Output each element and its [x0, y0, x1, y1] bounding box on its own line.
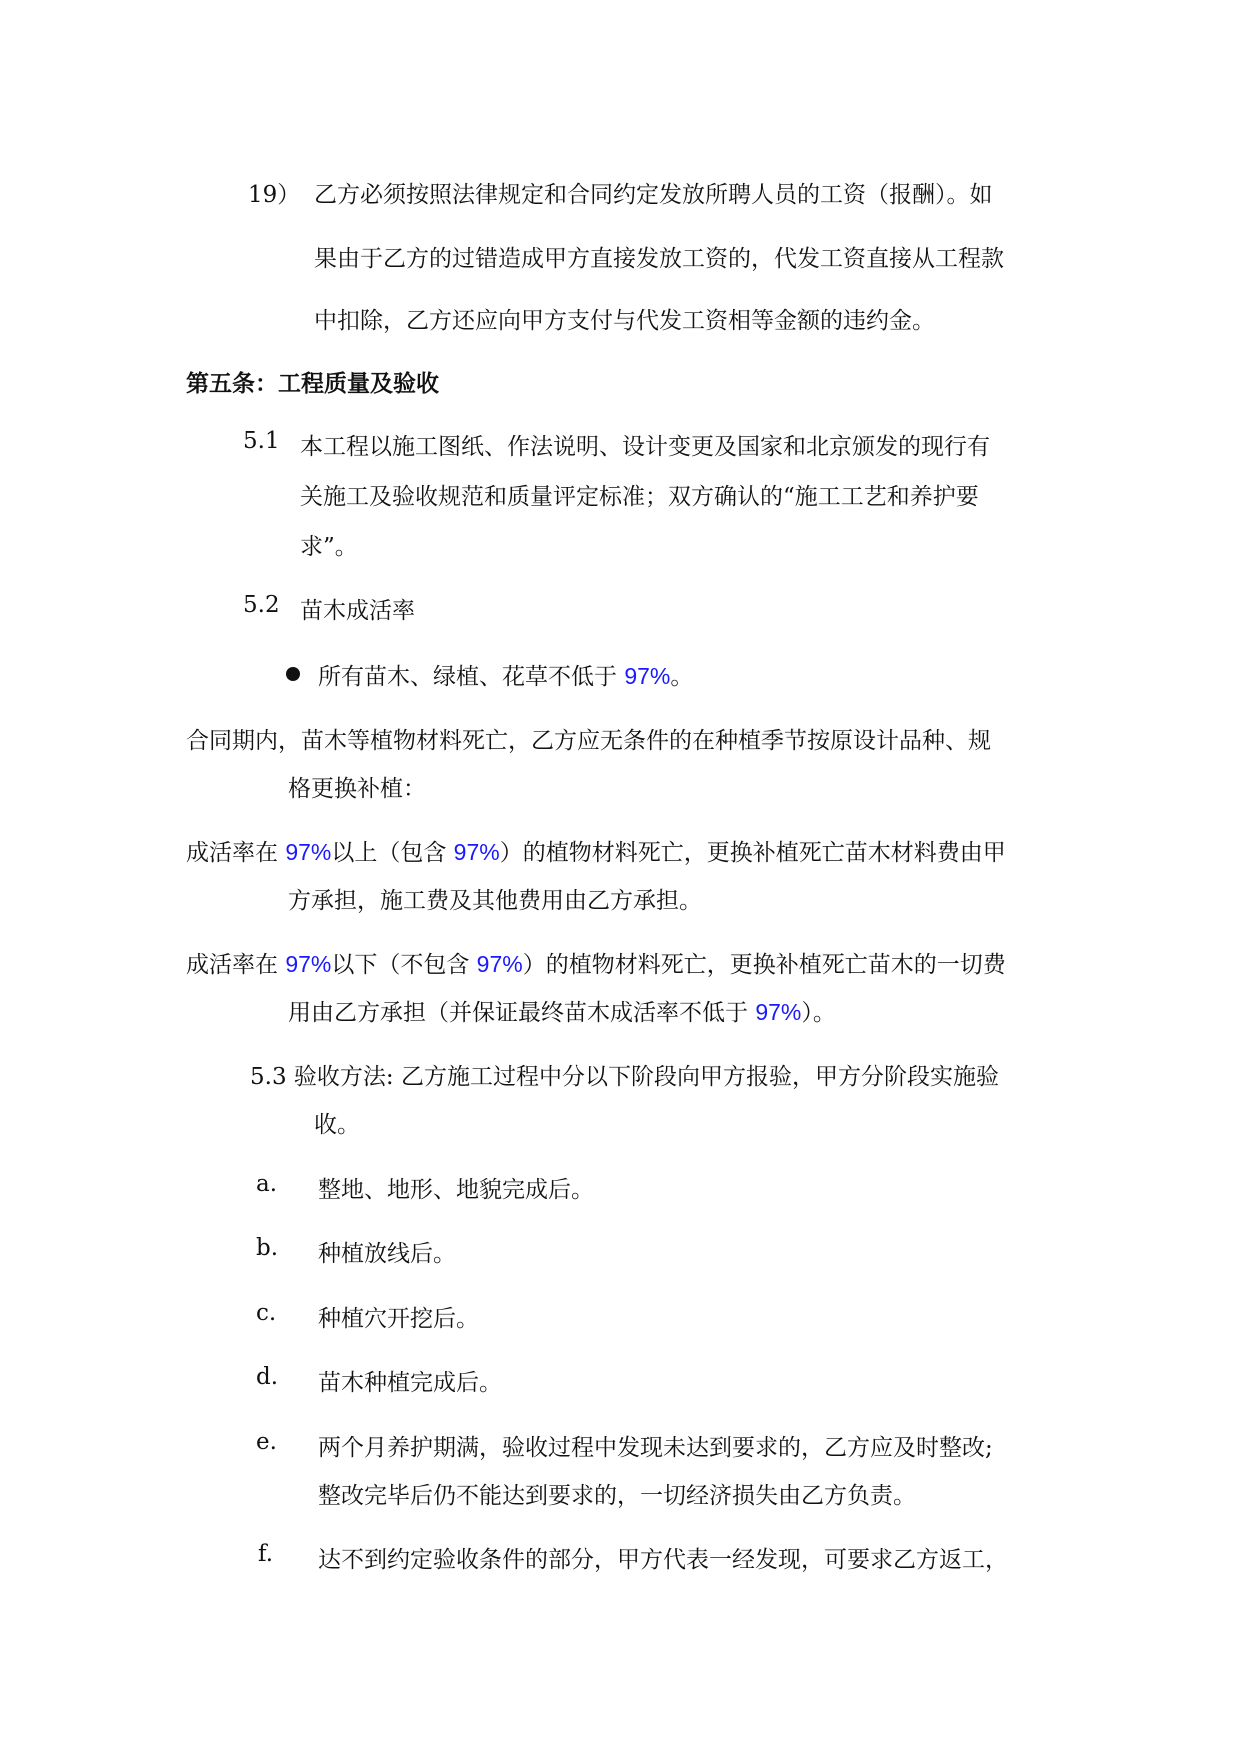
- clause-5-1-line2: 关施工及验收规范和质量评定标准；双方确认的“施工工艺和养护要: [300, 484, 979, 510]
- item19-line1: 乙方必须按照法律规定和合同约定发放所聘人员的工资（报酬）。如: [314, 182, 993, 208]
- list-item-text: 苗木种植完成后。: [318, 1370, 502, 1396]
- paragraph-below-97-line2: 用由乙方承担（并保证最终苗木成活率不低于 97%）。: [288, 999, 836, 1026]
- list-item-label: a.: [256, 1171, 278, 1197]
- list-item-text-cont: 整改完毕后仍不能达到要求的，一切经济损失由乙方负责。: [318, 1483, 916, 1509]
- clause-5-3-line1: 5.3 验收方法: 乙方施工过程中分以下阶段向甲方报验，甲方分阶段实施验: [250, 1064, 999, 1090]
- list-item-text: 种植放线后。: [318, 1241, 456, 1267]
- list-item-text: 整地、地形、地貌完成后。: [318, 1177, 594, 1203]
- list-item-label: f.: [258, 1541, 274, 1567]
- clause-5-1-line1: 本工程以施工图纸、作法说明、设计变更及国家和北京颁发的现行有: [300, 434, 990, 460]
- bullet-dot-icon: [286, 667, 300, 681]
- clause-5-2-number: 5.2: [243, 592, 280, 618]
- list-item-text: 两个月养护期满，验收过程中发现未达到要求的，乙方应及时整改;: [318, 1435, 993, 1461]
- list-item-text: 达不到约定验收条件的部分，甲方代表一经发现，可要求乙方返工，: [318, 1547, 1008, 1573]
- list-item-label: b.: [256, 1235, 279, 1261]
- paragraph-below-97-line1: 成活率在 97%以下（不包含 97%）的植物材料死亡，更换补植死亡苗木的一切费: [186, 951, 1006, 978]
- section-heading: 第五条：工程质量及验收: [186, 370, 439, 397]
- clause-5-3-line2: 收。: [314, 1112, 360, 1138]
- bullet-survival-rate: 所有苗木、绿植、花草不低于 97%。: [318, 663, 694, 690]
- paragraph-replant-line2: 格更换补植：: [288, 776, 426, 802]
- list-item-label: d.: [256, 1364, 279, 1390]
- clause-5-2-title: 苗木成活率: [300, 598, 415, 624]
- item-number-19: 19）: [248, 182, 301, 208]
- list-item-label: c.: [256, 1300, 277, 1326]
- paragraph-above-97-line2: 方承担，施工费及其他费用由乙方承担。: [288, 888, 702, 914]
- item19-line3: 中扣除，乙方还应向甲方支付与代发工资相等金额的违约金。: [314, 308, 935, 334]
- paragraph-replant-line1: 合同期内，苗木等植物材料死亡，乙方应无条件的在种植季节按原设计品种、规: [186, 728, 991, 754]
- paragraph-above-97-line1: 成活率在 97%以上（包含 97%）的植物材料死亡，更换补植死亡苗木材料费由甲: [186, 839, 1006, 866]
- list-item-label: e.: [256, 1429, 277, 1455]
- list-item-text: 种植穴开挖后。: [318, 1306, 479, 1332]
- clause-5-1-line3: 求”。: [300, 534, 358, 560]
- clause-5-1-number: 5.1: [243, 428, 280, 454]
- item19-line2: 果由于乙方的过错造成甲方直接发放工资的，代发工资直接从工程款: [314, 246, 1004, 272]
